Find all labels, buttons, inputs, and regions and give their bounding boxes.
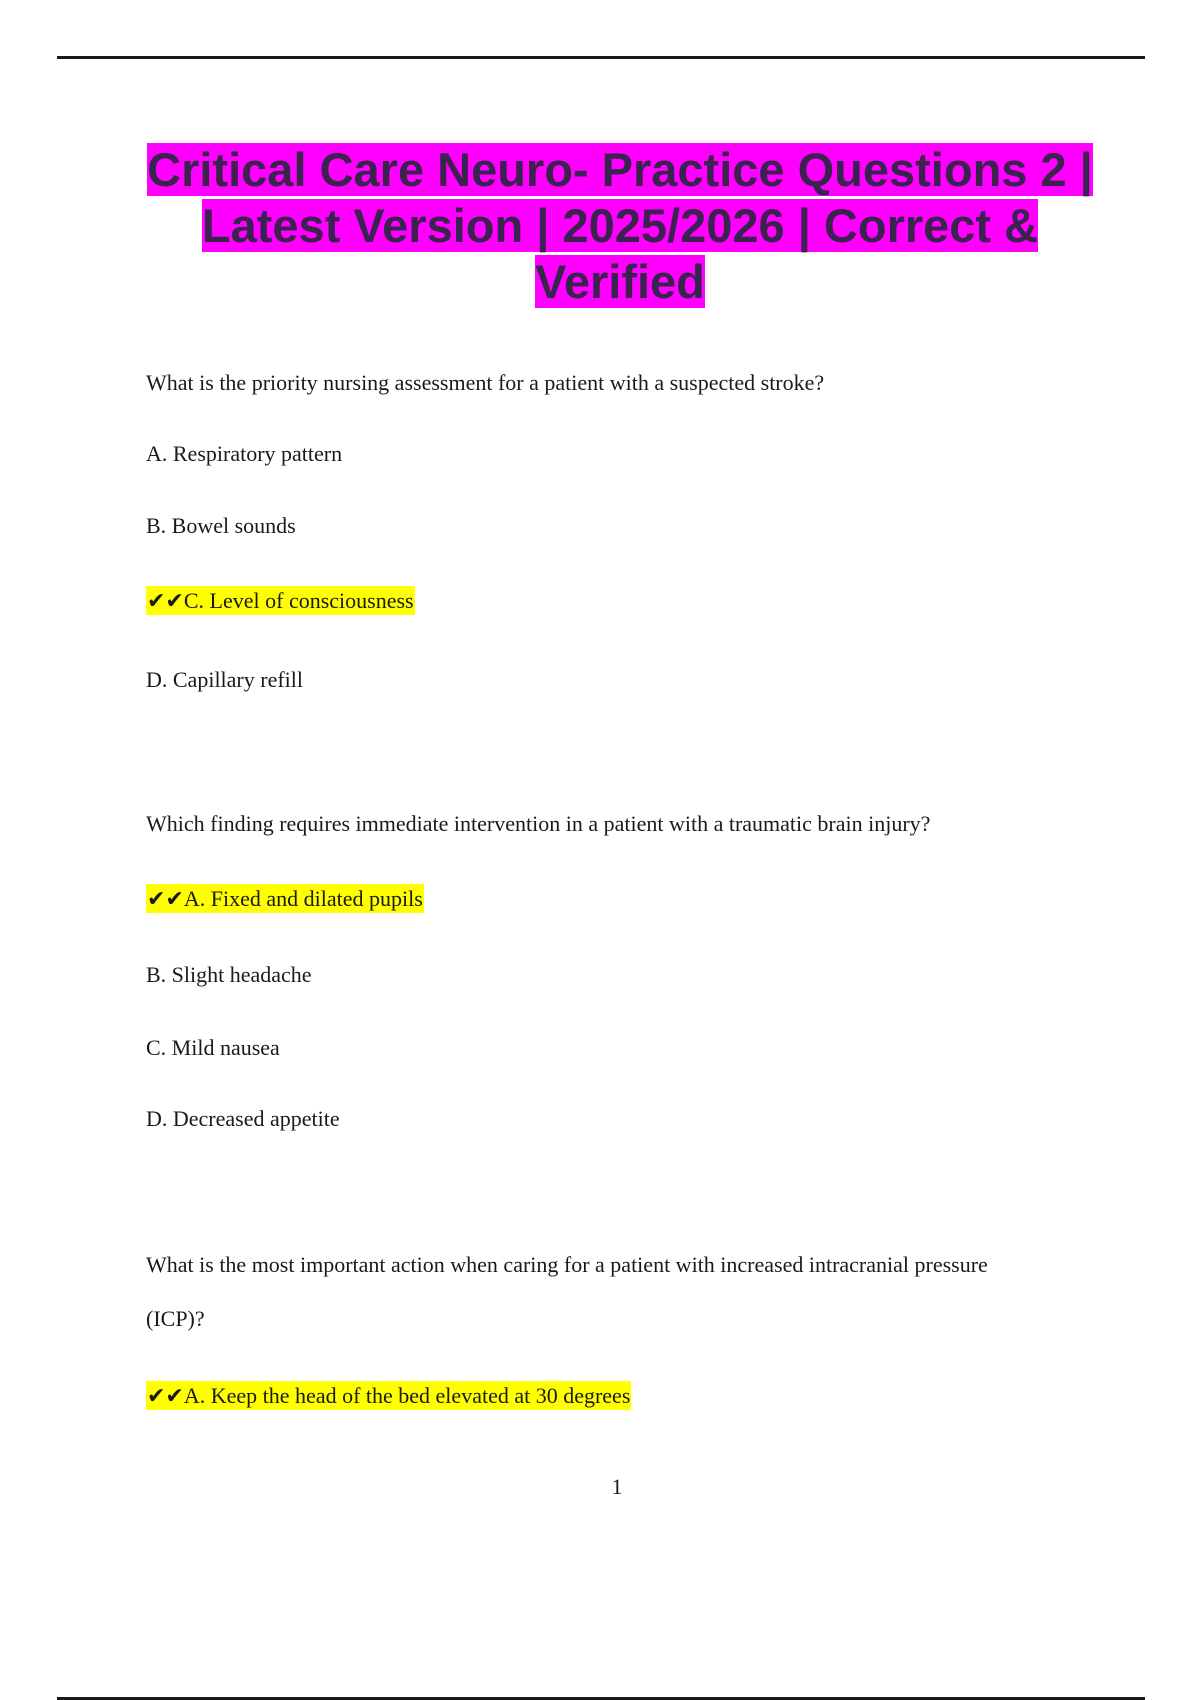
document-title: Critical Care Neuro- Practice Questions 2 | Latest Version | 2025/2026 | Correct & Verified [147, 143, 1093, 308]
correct-option: ✔✔C. Level of consciousness [147, 588, 414, 613]
option: D. Decreased appetite [146, 1106, 340, 1131]
option: D. Capillary refill [146, 667, 304, 692]
option: A. Respiratory pattern [146, 441, 343, 466]
question-2: Which finding requires immediate intervention in a patient with a traumatic brain injury? [146, 811, 931, 836]
option: B. Bowel sounds [146, 513, 296, 538]
header-rule [57, 56, 1145, 59]
question-3: What is the most important action when caring for a patient with increased intracranial pressure [146, 1252, 988, 1277]
correct-option: ✔✔A. Keep the head of the bed elevated at 30 degrees [147, 1383, 631, 1408]
question-3-continued: (ICP)? [146, 1306, 205, 1331]
option: B. Slight headache [146, 962, 312, 987]
question-1: What is the priority nursing assessment for a patient with a suspected stroke? [146, 370, 825, 395]
page-number: 1 [611, 1474, 623, 1499]
option: C. Mild nausea [146, 1035, 280, 1060]
correct-option: ✔✔A. Fixed and dilated pupils [147, 886, 423, 911]
